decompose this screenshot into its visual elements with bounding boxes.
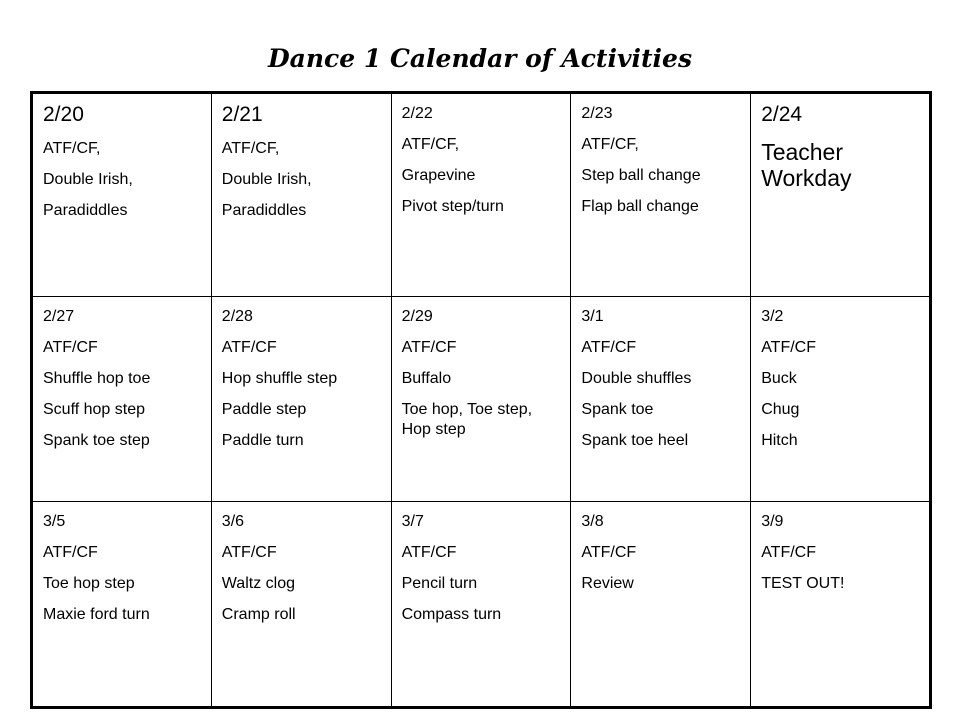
day-date: 2/22 xyxy=(401,105,433,122)
activity-item: Waltz clog xyxy=(221,575,295,592)
activity-item: Maxie ford turn xyxy=(43,606,150,623)
activity-item: ATF/CF, xyxy=(43,140,101,157)
day-cell-3-5 xyxy=(32,502,212,708)
day-date: 3/6 xyxy=(221,513,245,530)
day-cell-2-27 xyxy=(32,297,212,502)
activity-item: Step ball change xyxy=(581,167,701,184)
activity-item: Paddle turn xyxy=(221,432,304,449)
day-cell-3-9 xyxy=(751,502,931,708)
activity-item: Hitch xyxy=(761,432,798,449)
week-row-3 xyxy=(32,502,931,708)
day-cell-2-23 xyxy=(571,93,751,297)
activity-item: ATF/CF, xyxy=(221,140,280,157)
activity-item: Double Irish, xyxy=(43,171,133,188)
week-row-1 xyxy=(32,93,931,297)
day-cell-3-2 xyxy=(751,297,931,502)
activity-item: ATF/CF, xyxy=(581,136,639,153)
activity-item: ATF/CF xyxy=(581,339,637,356)
day-date: 2/28 xyxy=(221,308,253,325)
day-cell-3-8 xyxy=(571,502,751,708)
activity-item: ATF/CF xyxy=(43,339,98,356)
activity-item: ATF/CF xyxy=(401,544,457,561)
day-date: 3/5 xyxy=(43,513,66,530)
day-date: 3/2 xyxy=(761,308,784,325)
activity-item: Spank toe xyxy=(581,401,654,418)
day-date: 2/23 xyxy=(581,105,613,122)
day-date: 2/20 xyxy=(43,103,84,126)
activity-item: Toe hop step xyxy=(43,575,135,592)
day-date: 2/27 xyxy=(43,308,75,325)
day-date: 3/7 xyxy=(401,513,424,530)
activity-item: ATF/CF xyxy=(43,544,98,561)
activity-item: Buck xyxy=(761,370,797,387)
activity-calendar-table xyxy=(30,91,932,709)
day-cell-2-24 xyxy=(751,93,931,297)
day-date: 2/21 xyxy=(221,103,263,126)
activity-item: ATF/CF, xyxy=(401,136,460,153)
activity-item: Flap ball change xyxy=(581,198,699,215)
day-date: 3/9 xyxy=(761,513,784,530)
activity-item: Paradiddles xyxy=(43,202,128,219)
activity-item: Pencil turn xyxy=(401,575,478,592)
activity-item: Buffalo xyxy=(401,370,452,387)
activity-item: ATF/CF xyxy=(581,544,637,561)
activity-item: Scuff hop step xyxy=(43,401,145,418)
activity-item: Grapevine xyxy=(401,167,476,184)
activity-item: ATF/CF xyxy=(221,544,277,561)
day-cell-2-21 xyxy=(211,93,391,297)
activity-item: Compass turn xyxy=(401,606,502,623)
day-cell-3-6 xyxy=(211,502,391,708)
day-date: 2/24 xyxy=(761,103,803,126)
day-cell-2-22 xyxy=(391,93,571,297)
activity-item: Double Irish, xyxy=(221,171,312,188)
day-cell-2-28 xyxy=(211,297,391,502)
activity-item: Spank toe step xyxy=(43,432,150,449)
activity-item: Shuffle hop toe xyxy=(43,370,151,387)
activity-item: Hop shuffle step xyxy=(221,370,338,387)
day-cell-3-7 xyxy=(391,502,571,708)
day-cell-3-1 xyxy=(571,297,751,502)
activity-item: Double shuffles xyxy=(581,370,692,387)
activity-item: Chug xyxy=(761,401,800,418)
week-row-2 xyxy=(32,297,931,502)
activity-item: Paradiddles xyxy=(221,202,307,219)
activity-item: Review xyxy=(581,575,634,592)
activity-item: Pivot step/turn xyxy=(401,198,504,215)
activity-item: ATF/CF xyxy=(221,339,277,356)
day-date: 3/1 xyxy=(581,308,604,325)
activity-item: ATF/CF xyxy=(761,339,816,356)
activity-item: ATF/CF xyxy=(401,339,457,356)
activity-item: TEST OUT! xyxy=(761,575,845,592)
activity-item: Cramp roll xyxy=(221,606,296,623)
activity-item: Paddle step xyxy=(221,401,307,418)
activity-item: Spank toe heel xyxy=(581,432,689,449)
day-cell-2-29 xyxy=(391,297,571,502)
activity-item: Toe hop, Toe step, Hop step xyxy=(401,401,533,438)
activity-item: ATF/CF xyxy=(761,544,816,561)
day-note: Teacher Workday xyxy=(761,139,852,191)
day-date: 2/29 xyxy=(401,308,433,325)
day-cell-2-20 xyxy=(32,93,212,297)
page-title: Dance 1 Calendar of Activities xyxy=(267,44,693,73)
day-date: 3/8 xyxy=(581,513,604,530)
